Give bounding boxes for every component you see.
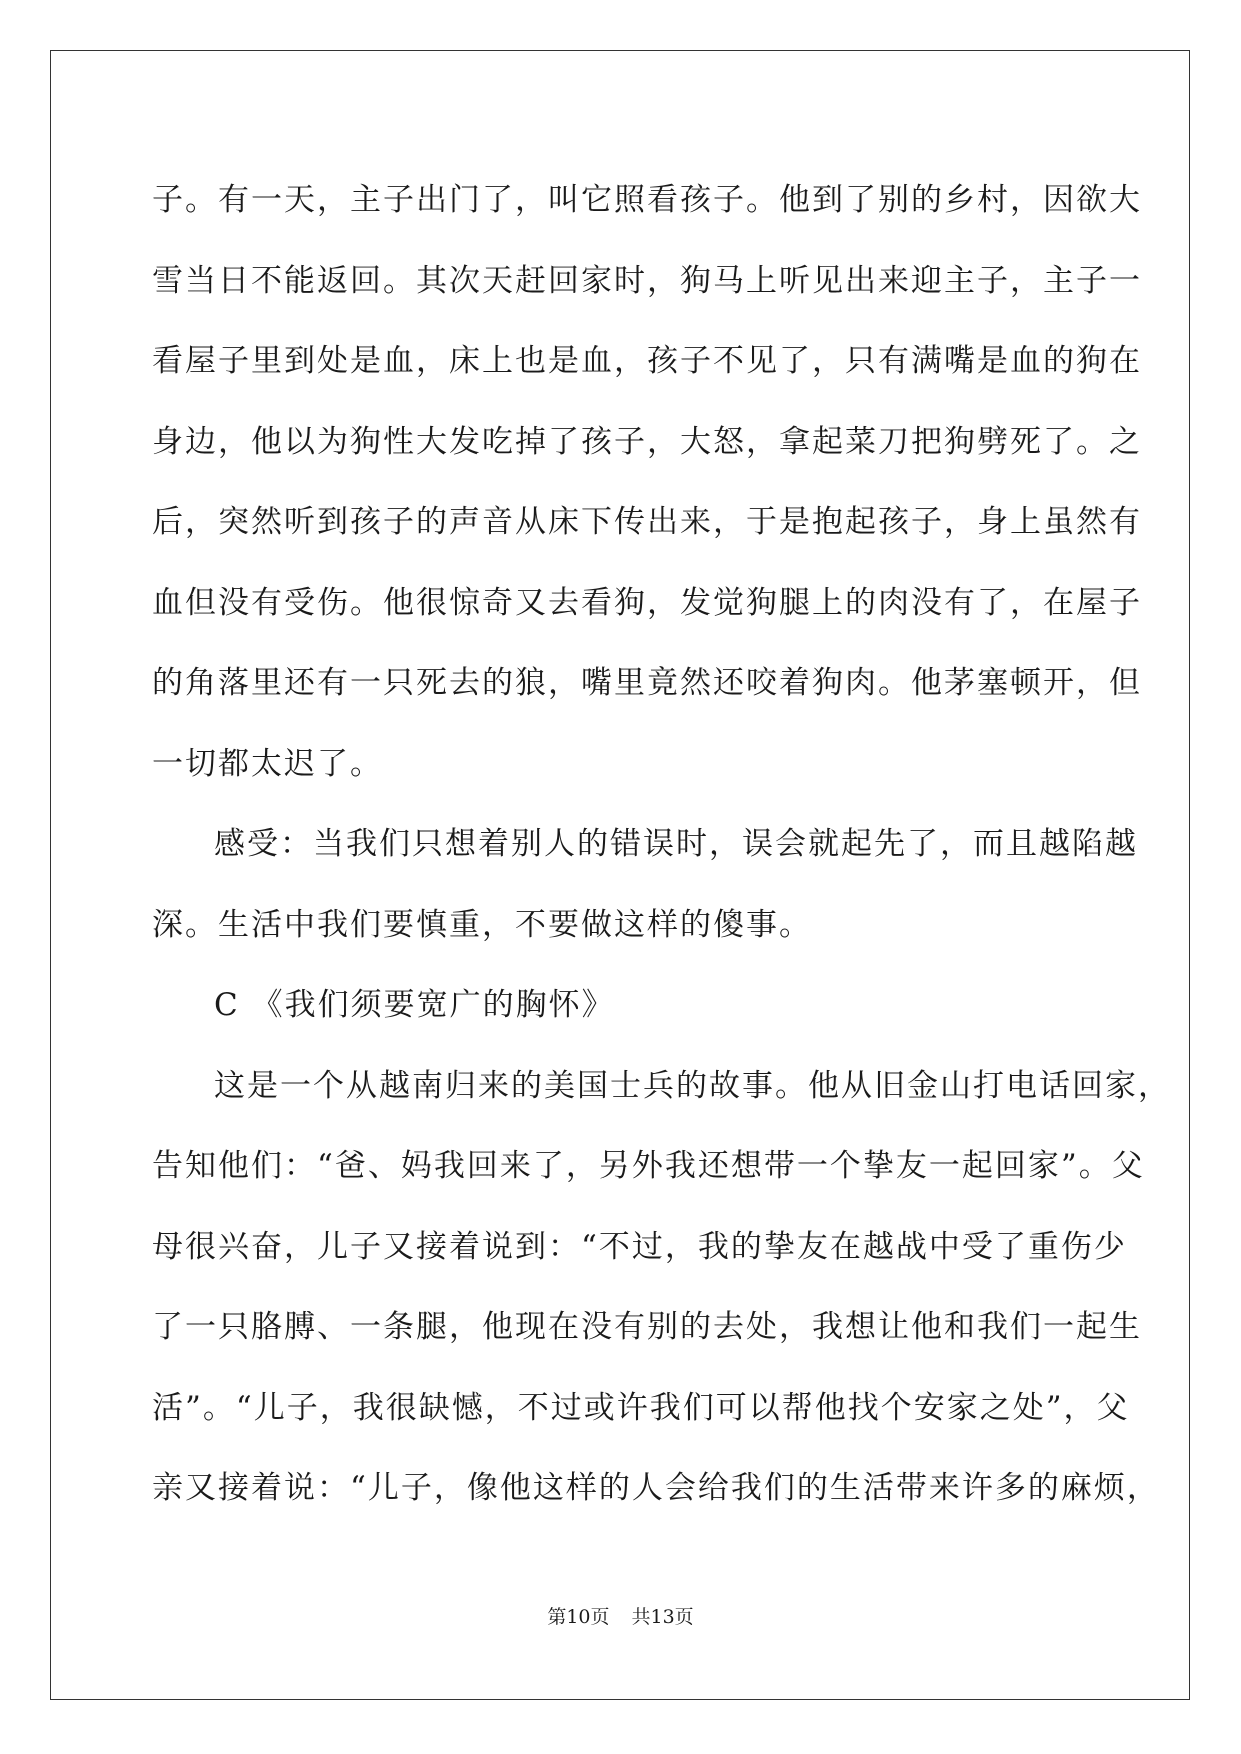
text-line-8: 一切都太迟了。 (152, 745, 383, 782)
section-heading: C 《我们须要宽广的胸怀》 (214, 987, 615, 1023)
text-line-15: 了一只胳膊、一条腿，他现在没有别的去处，我想让他和我们一起生 (152, 1309, 1142, 1345)
text-line-6: 血但没有受伤。他很惊奇又去看狗，发觉狗腿上的肉没有了，在屋子 (152, 584, 1142, 621)
text-line-1: 子。有一天，主子出门了，叫它照看孩子。他到了别的乡村，因欲大 (152, 182, 1142, 218)
text-line-14: 母很兴奋，儿子又接着说到：“不过，我的挚友在越战中受了重伤少 (152, 1228, 1127, 1265)
text-line-3: 看屋子里到处是血，床上也是血，孩子不见了，只有满嘴是血的狗在 (152, 343, 1142, 379)
text-line-13: 告知他们：“爸、妈我回来了，另外我还想带一个挚友一起回家”。父 (152, 1148, 1145, 1184)
text-line-17: 亲又接着说：“儿子，像他这样的人会给我们的生活带来许多的麻烦， (152, 1470, 1160, 1506)
text-line-7: 的角落里还有一只死去的狼，嘴里竟然还咬着狗肉。他茅塞顿开，但 (152, 665, 1142, 701)
text-line-5: 后，突然听到孩子的声音从床下传出来，于是抱起孩子，身上虽然有 (152, 504, 1142, 540)
text-line-16: 活”。“儿子，我很缺憾，不过或许我们可以帮他找个安家之处”，父 (152, 1389, 1130, 1426)
text-line-9: 感受：当我们只想着别人的错误时，误会就起先了，而且越陷越 (214, 826, 1138, 862)
text-line-10: 深。生活中我们要慎重，不要做这样的傻事。 (152, 906, 812, 943)
text-line-12: 这是一个从越南归来的美国士兵的故事。他从旧金山打电话回家， (214, 1067, 1171, 1104)
page-number: 第10页 (547, 1606, 610, 1628)
document-body (152, 160, 1171, 1529)
page-footer (0, 1602, 1241, 1629)
text-line-2: 雪当日不能返回。其次天赶回家时，狗马上听见出来迎主子，主子一 (152, 262, 1142, 299)
page-total: 共13页 (631, 1606, 694, 1628)
text-line-4: 身边，他以为狗性大发吃掉了孩子，大怒，拿起菜刀把狗劈死了。之 (152, 423, 1142, 460)
